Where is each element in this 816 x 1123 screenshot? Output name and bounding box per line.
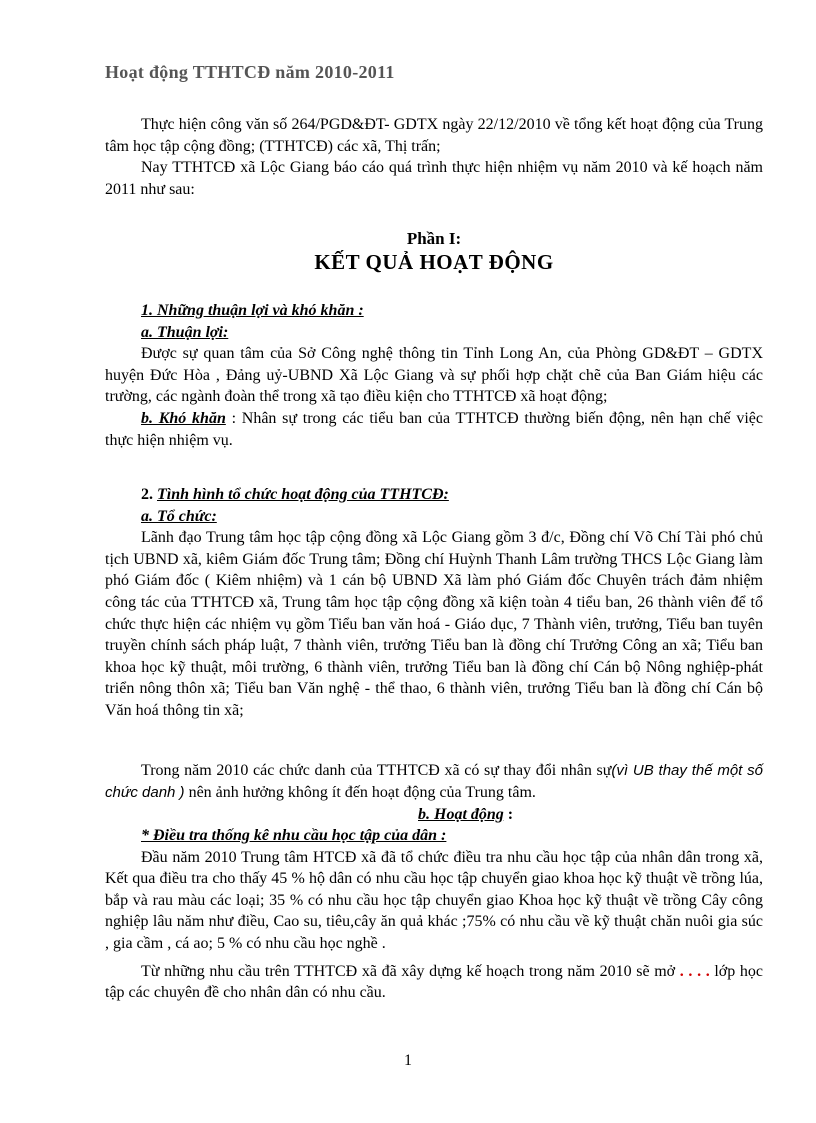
section-1-heading: 1. Những thuận lợi và khó khăn : xyxy=(141,302,364,319)
survey-text: Đầu năm 2010 Trung tâm HTCĐ xã đã tổ chức điều tra nhu cầu học tập của nhân dân trong xã, Kết qua điều tra cho thấy 45 % hộ dân có nhu cầu học tập chuyển giao khoa học kỹ thuật về trồng lúa, bắp và rau màu các loại; 35 % có nhu cầu học tập chuyển giao Khoa học kỹ thuật về trồng Cây công nghiệp lâu năm như điều, Cao su, tiêu,cây ăn quả khác ;75% có nhu cầu về kỹ thuật chăn nuôi gia súc , gia cầm , cá ao; 5 % có nhu cầu học nghề . xyxy=(105,848,763,952)
section-2a-text: Lãnh đạo Trung tâm học tập cộng đồng xã Lộc Giang gồm 3 đ/c, Đồng chí Võ Chí Tài phó chủ tịch UBND xã, kiêm Giám đốc Trung tâm; Đồng chí Huỳnh Thanh Lâm trường THCS Lộc Giang làm phó Giám đốc ( Kiêm nhiệm) và 1 cán bộ UBND Xã làm phó Giám đốc Chuyên trách đảm nhiệm công tác của TTHTCĐ xã, Trung tâm học tập cộng đồng xã kiện toàn 4 tiểu ban, 26 thành viên để tổ chức thực hiện các nhiệm vụ gồm Tiểu ban văn hoá - Giáo dục, 7 Thành viên, trưởng, Tiểu ban tuyên truyền chính sách pháp luật, 7 thành viên, trưởng Tiểu ban là đồng chí Trưởng Công an xã; Tiểu ban khoa học kỹ thuật, môi trường, 6 thành viên, trưởng Tiểu ban là đồng chí Cán bộ Nông nghiệp-phát triển nông thôn xã; Tiểu ban Văn nghệ - thể thao, 6 thành viên, trưởng Tiểu ban là đồng chí Cán bộ Văn hoá thông tin xã; xyxy=(105,529,763,719)
section-1b-paragraph xyxy=(105,408,763,451)
change-text-a: Trong năm 2010 các chức danh của TTHTCĐ xã có sự thay đổi nhân sự xyxy=(141,762,612,779)
page-number: 1 xyxy=(404,1052,412,1069)
personnel-change xyxy=(105,760,763,803)
document-header-title: Hoạt động TTHTCĐ năm 2010-2011 xyxy=(105,62,395,82)
section-2a-label: a. Tổ chức: xyxy=(141,507,217,525)
intro-paragraph-2: Nay TTHTCĐ xã Lộc Giang báo cáo quá trình thực hiện nhiệm vụ năm 2010 và kế hoạch năm 2011 như sau: xyxy=(105,159,763,198)
change-text-b: nên ảnh hưởng không ít đến hoạt động của Trung tâm. xyxy=(184,783,536,801)
survey-section xyxy=(105,825,763,1004)
intro-paragraph-1: Thực hiện công văn số 264/PGD&ĐT- GDTX ngày 22/12/2010 về tổng kết hoạt động của Trung tâm học tập cộng đồng; (TTHTCĐ) các xã, Thị trấn; xyxy=(105,116,763,155)
intro-block xyxy=(105,114,763,200)
section-1b-text: : Nhân sự trong các tiểu ban của TTHTCĐ thường biến động, nên hạn chế việc thực hiện nhiệm vụ. xyxy=(105,409,763,449)
section-1b-label: b. Khó khăn xyxy=(141,409,226,427)
section-1a-label: a. Thuận lợi: xyxy=(141,323,229,341)
survey-heading: * Điều tra thống kê nhu cầu học tập của dân : xyxy=(141,827,447,844)
section-1 xyxy=(105,300,763,451)
part-label: Phần I: xyxy=(406,229,462,248)
part-title: KẾT QUẢ HOẠT ĐỘNG xyxy=(314,249,554,274)
section-2b-heading xyxy=(418,804,618,826)
section-2-heading: Tình hình tổ chức hoạt động của TTHTCĐ: xyxy=(157,486,449,503)
plan-text-a: Từ những nhu cầu trên TTHTCĐ xã đã xây dựng kế hoạch trong năm 2010 sẽ mở xyxy=(141,962,680,980)
section-2 xyxy=(105,484,763,722)
section-1a-text: Được sự quan tâm của Sở Công nghệ thông tin Tỉnh Long An, của Phòng GD&ĐT – GDTX huyện Đức Hòa , Đảng uỷ-UBND Xã Lộc Giang và sự phối hợp chặt chẽ của Ban Giám hiệu các trường, các ngành đoàn thể trong xã tạo điều kiện cho TTHTCĐ xã hoạt động; xyxy=(105,345,763,406)
plan-text-b: lớp học tập các chuyên đề cho nhân dân có nhu cầu. xyxy=(105,962,764,1002)
plan-paragraph xyxy=(105,961,763,1004)
change-note: (vì UB thay thế một số chức danh ) xyxy=(105,762,764,801)
plan-dots: . . . . xyxy=(679,962,710,980)
section-2b-label: b. Hoạt động xyxy=(418,806,504,823)
part-heading xyxy=(105,228,763,273)
section-2b-colon: : xyxy=(503,806,514,823)
section-2-number: 2. xyxy=(141,486,157,503)
